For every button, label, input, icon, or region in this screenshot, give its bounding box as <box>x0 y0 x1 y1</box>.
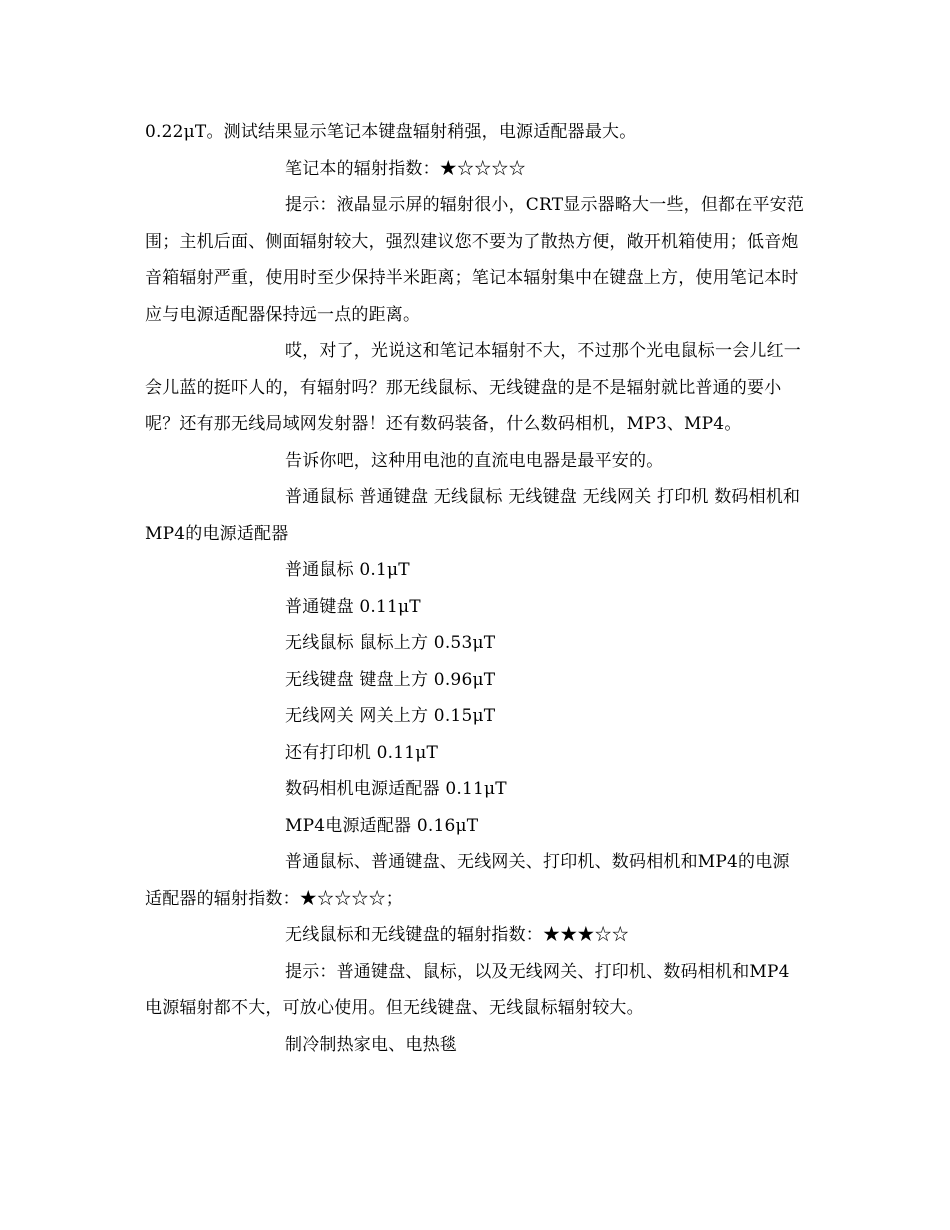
measurement-printer: 还有打印机 0.11μT <box>285 742 439 763</box>
paragraph-laptop-result: 0.22μT。测试结果显示笔记本键盘辐射稍强，电源适配器最大。 <box>145 122 637 142</box>
measurement-wireless-gateway: 无线网关 网关上方 0.15μT <box>285 706 496 726</box>
measurement-camera-adapter: 数码相机电源适配器 0.11μT <box>285 779 507 799</box>
paragraph-tip-display-host: 提示：液晶显示屏的辐射很小，CRT显示器略大一些，但都在平安范围；主机后面、侧面辐射较大，强烈建议您不要为了散热方便，敞开机箱使用；低音炮音箱辐射严重，使用时至少保持半米距离；笔记本辐射集中在键盘上方，使用笔记本时应与电源适配器保持远一点的距离。 <box>145 195 805 325</box>
paragraph-question-peripherals: 哎，对了，光说这和笔记本辐射不大，不过那个光电鼠标一会儿红一会儿蓝的挺吓人的，有辐射吗？那无线鼠标、无线键盘的是不是辐射就比普通的要小呢？还有那无线局域网发射器！还有数码装备，什么数码相机，MP3、MP4。 <box>145 341 801 434</box>
section-heading-appliances: 制冷制热家电、电热毯 <box>285 1034 457 1055</box>
measurement-wireless-mouse: 无线鼠标 鼠标上方 0.53μT <box>285 633 496 653</box>
measurement-normal-keyboard: 普通键盘 0.11μT <box>285 596 421 617</box>
paragraph-laptop-radiation-index: 笔记本的辐射指数：★☆☆☆☆ <box>285 158 526 179</box>
paragraph-wireless-radiation-index: 无线鼠标和无线键盘的辐射指数：★★★☆☆ <box>285 925 629 945</box>
measurement-normal-mouse: 普通鼠标 0.1μT <box>285 560 410 580</box>
paragraph-battery-safe: 告诉你吧，这种用电池的直流电电器是最平安的。 <box>285 450 664 471</box>
measurement-mp4-adapter: MP4电源适配器 0.16μT <box>285 815 479 836</box>
measurement-wireless-keyboard: 无线键盘 键盘上方 0.96μT <box>285 669 496 690</box>
paragraph-peripherals-radiation-index: 普通鼠标、普通键盘、无线网关、打印机、数码相机和MP4的电源适配器的辐射指数：★☆☆☆☆； <box>145 852 790 909</box>
paragraph-tip-peripherals: 提示：普通键盘、鼠标，以及无线网关、打印机、数码相机和MP4电源辐射都不大，可放心使用。但无线键盘、无线鼠标辐射较大。 <box>145 961 790 1018</box>
paragraph-device-list-heading: 普通鼠标 普通键盘 无线鼠标 无线键盘 无线网关 打印机 数码相机和MP4的电源适配器 <box>145 487 801 544</box>
